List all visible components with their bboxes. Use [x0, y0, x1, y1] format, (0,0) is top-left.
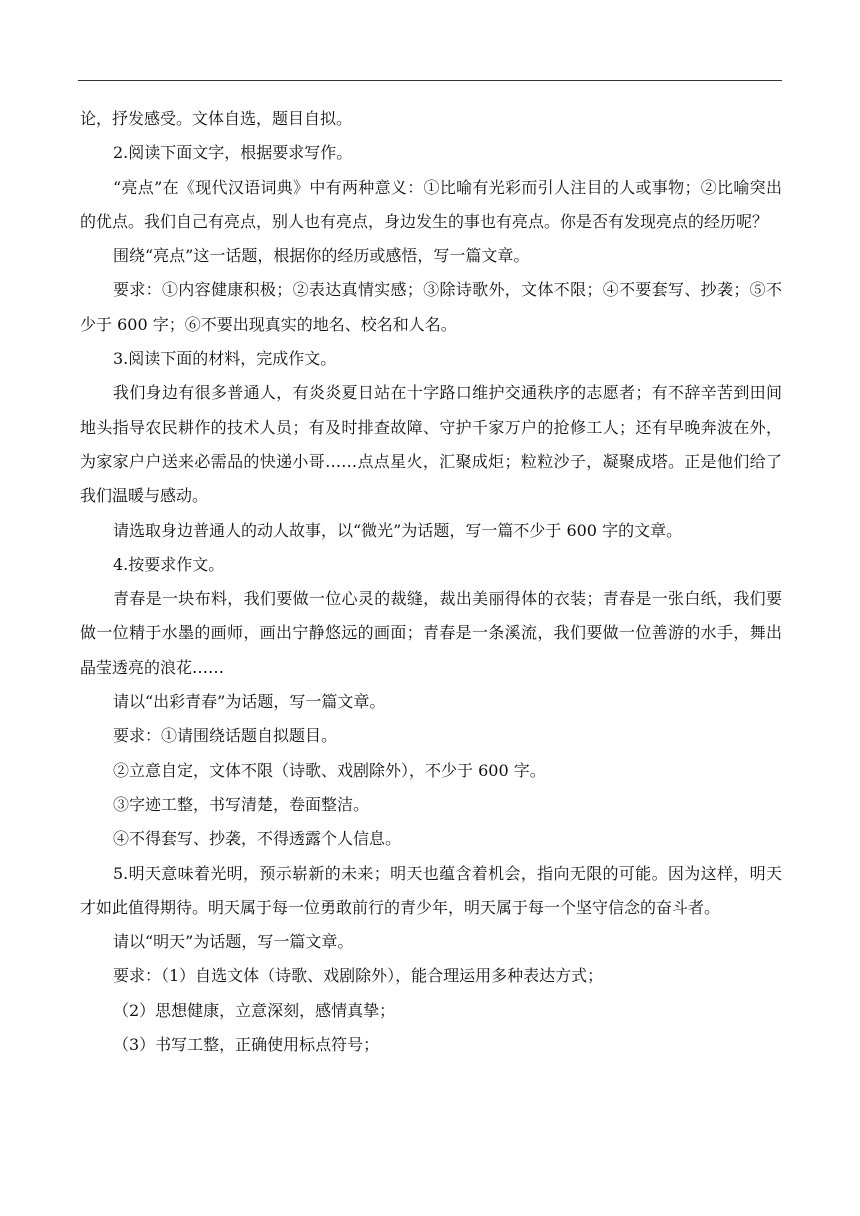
question-4-requirement-4: ④不得套写、抄袭，不得透露个人信息。 [113, 829, 402, 849]
question-4-material: 青春是一块布料，我们要做一位心灵的裁缝，裁出美丽得体的衣装；青春是一张白纸，我们要做一位精于水墨的画师，画出宁静悠远的画面；青春是一条溪流，我们要做一位善游的水手，舞出晶莹透亮的浪花…… [80, 589, 782, 677]
question-4-prompt: 请以“出彩青春”为话题，写一篇文章。 [113, 692, 386, 712]
question-4-requirement-2: ②立意自定，文体不限（诗歌、戏剧除外），不少于 600 字。 [113, 760, 546, 780]
question-3-material: 我们身边有很多普通人，有炎炎夏日站在十字路口维护交通秩序的志愿者；有不辞辛苦到田间地头指导农民耕作的技术人员；有及时排查故障、守护千家万户的抢修工人；还有早晚奔波在外，为家家户户送来必需品的快递小哥……点点星火，汇聚成炬；粒粒沙子，凝聚成塔。正是他们给了我们温暖与感动。 [80, 383, 782, 506]
question-5-material: 5.明天意味着光明，预示崭新的未来；明天也蕴含着机会，指向无限的可能。因为这样，明天才如此值得期待。明天属于每一位勇敢前行的青少年，明天属于每一个坚守信念的奋斗者。 [80, 863, 782, 917]
paragraph-continuation: 论，抒发感受。文体自选，题目自拟。 [80, 109, 353, 128]
question-3-heading: 3.阅读下面的材料，完成作文。 [113, 349, 337, 369]
document-body [80, 102, 782, 1062]
question-5-requirement-3: （3）书写工整，正确使用标点符号； [113, 1035, 380, 1055]
question-5-prompt: 请以“明天”为话题，写一篇文章。 [113, 932, 354, 952]
question-2-heading: 2.阅读下面文字，根据要求写作。 [113, 143, 353, 163]
question-2-requirements: 要求：①内容健康积极；②表达真情实感；③除诗歌外，文体不限；④不要套写、抄袭；⑤不少于 600 字；⑥不要出现真实的地名、校名和人名。 [80, 280, 782, 334]
question-4-requirement-3: ③字迹工整，书写清楚，卷面整洁。 [113, 794, 370, 814]
question-4-heading: 4.按要求作文。 [113, 554, 225, 574]
question-2-prompt: 围绕“亮点”这一话题，根据你的经历或感悟，写一篇文章。 [113, 246, 530, 266]
question-3-prompt: 请选取身边普通人的动人故事，以“微光”为话题，写一篇不少于 600 字的文章。 [113, 520, 683, 540]
question-5-requirement-2: （2）思想健康，立意深刻，感情真挚； [113, 1000, 396, 1020]
header-rule [78, 80, 782, 81]
question-5-requirement-1: 要求：（1）自选文体（诗歌、戏剧除外），能合理运用多种表达方式； [113, 966, 604, 986]
question-2-material: “亮点”在《现代汉语词典》中有两种意义：①比喻有光彩而引人注目的人或事物；②比喻突出的优点。我们自己有亮点，别人也有亮点，身边发生的事也有亮点。你是否有发现亮点的经历呢？ [80, 177, 782, 231]
question-4-requirement-1: 要求：①请围绕话题自拟题目。 [113, 726, 338, 746]
